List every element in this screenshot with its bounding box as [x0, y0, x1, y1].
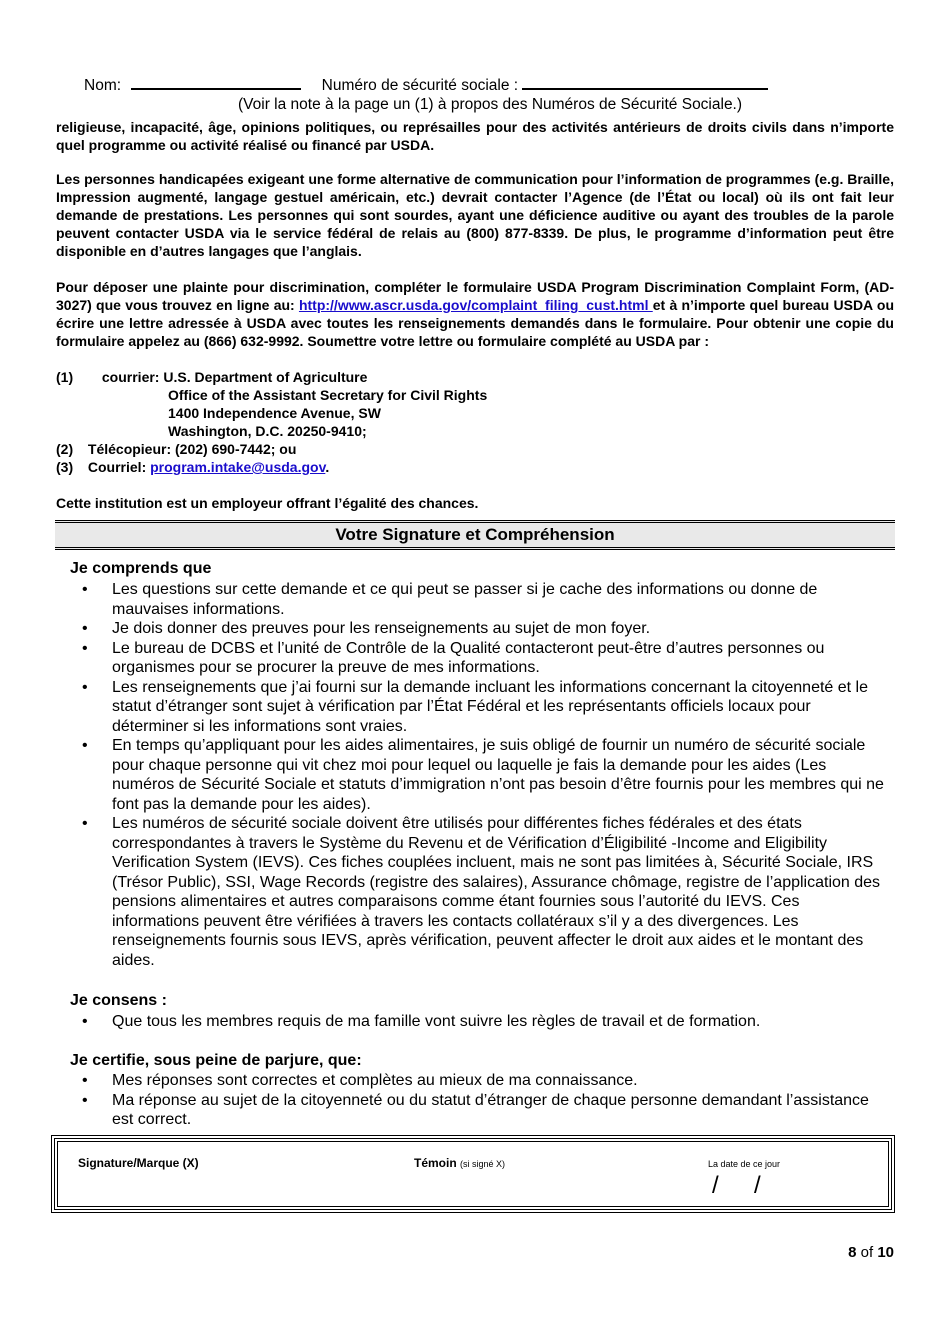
list-item: • Les renseignements que j’ai fourni sur la demande incluant les informations concernant la citoyenneté et le statut d’étranger sont sujet à vérification par l’État Fédéral et les représentants officiels locaux pour déterminer si les informations sont vraies. [82, 678, 868, 735]
ssn-label: Numéro de sécurité sociale : [321, 77, 519, 94]
page-current: 8 [848, 1244, 857, 1261]
mail-row [56, 368, 367, 386]
certify-heading: Je certifie, sous peine de parjure, que: [70, 1052, 362, 1069]
bullet-icon: • [82, 737, 88, 754]
list-item: • Les numéros de sécurité sociale doivent être utilisés pour différentes fiches fédérales et des états correspondantes à travers le Système du Revenu et de Vérification d’Éligibilité -Income and Eligibility Verification System (IEVS). Ces fiches couplées incluent, mais ne sont pas limitées à, Sécurité Sociale, IRS (Trésor Public), SSI, Wage Records (registre des salaires), Assurance chômage, registre de l’application des pensions alimentaires et autres comparaisons comme étant fournies sous l’autorité du IEVS. Ces informations peuvent être vérifiées à travers les contacts collatéraux s’il y a des divergences. Les renseignements fournis sous IEVS, après vérification, peuvent affecter le droit aux aides et le montant des aides. [82, 815, 881, 969]
list-item: • Le bureau de DCBS et l’unité de Contrôle de la Qualité contacteront peut-être d’autres personnes ou organismes pour se procurer la preuve de mes informations. [82, 639, 825, 676]
witness-label-wrap [414, 1156, 505, 1170]
email-end: . [325, 459, 330, 475]
address-line-3: Washington, D.C. 20250-9410; [168, 423, 367, 439]
fax-text: Télécopieur: (202) 690-7442; ou [87, 441, 297, 457]
bullet-icon: • [82, 1013, 88, 1030]
list-item: • Les questions sur cette demande et ce qui peut se passer si je cache des informations ou donne de mauvaises informations. [82, 581, 818, 618]
mail-num: (1) [56, 369, 74, 385]
nondiscrimination-para-1: religieuse, incapacité, âge, opinions politiques, ou représailles pour des activités antérieurs de droits civils dans n’importe quel programme ou activité réalisé ou financé par USDA. [56, 119, 894, 153]
date-separator-1: / [712, 1172, 719, 1199]
page-of: of [860, 1244, 874, 1261]
list-item: • Mes réponses sont correctes et complètes au mieux de ma connaissance. [82, 1072, 638, 1089]
complaint-para [56, 278, 894, 350]
address-line-2: 1400 Independence Avenue, SW [168, 405, 381, 421]
fax-num: (2) [56, 441, 74, 457]
employer-statement: Cette institution est un employeur offrant l’égalité des chances. [56, 495, 479, 511]
understand-list [80, 580, 890, 970]
section-title: Votre Signature et Compréhension [55, 520, 895, 550]
consent-heading: Je consens : [70, 992, 167, 1009]
list-item: • Je dois donner des preuves pour les renseignements au sujet de mon foyer. [82, 620, 651, 637]
form-header [84, 74, 768, 95]
ssn-field[interactable] [522, 74, 768, 90]
signature-box [54, 1138, 892, 1210]
fax-row [56, 440, 296, 458]
complaint-form-link[interactable]: http://www.ascr.usda.gov/complaint_filing_cust.html [298, 297, 653, 313]
witness-note: (si signé X) [460, 1159, 506, 1169]
email-link[interactable]: program.intake@usda.gov [150, 459, 326, 475]
ssn-note: (Voir la note à la page un (1) à propos des Numéros de Sécurité Sociale.) [238, 96, 743, 113]
bullet-icon: • [82, 620, 88, 637]
email-num: (3) [56, 459, 74, 475]
bullet-icon: • [82, 1072, 88, 1089]
nondiscrimination-para-2: Les personnes handicapées exigeant une forme alternative de communication pour l’information de programmes (e.g. Braille, Impression augmenté, langage gestuel américain, etc.) devrait contacter l’Agence (de l’État ou local) où ils ont fait leur demande de prestations. Les personnes qui sont sourdes, ayant une déficience auditive ou ayant des troubles de la parole peuvent contacter USDA via le service fédéral de relais au (800) 877-8339. De plus, le programme d’information peut être disponible en d’autres langages que l’anglais. [56, 171, 894, 259]
date-field[interactable] [698, 1172, 878, 1202]
date-label: La date de ce jour [708, 1159, 781, 1169]
list-item: • En temps qu’appliquant pour les aides alimentaires, je suis obligé de fournir un numéro de sécurité sociale pour chaque personne qui vit chez moi pour lequel ou laquelle je fais la demande pour les aides (Les numéros de Sécurité Sociale et statuts d’immigration n’ont pas besoin d’être fournis pour les membres qui ne font pas la demande pour les aides). [82, 737, 884, 813]
bullet-icon: • [82, 1091, 88, 1109]
address-line-1: Office of the Assistant Secretary for Civil Rights [168, 387, 488, 403]
list-item: • Que tous les membres requis de ma famille vont suivre les règles de travail et de formation. [82, 1013, 761, 1030]
name-label: Nom: [84, 77, 122, 94]
understand-heading: Je comprends que [70, 560, 212, 577]
bullet-icon: • [82, 815, 88, 832]
consent-list [80, 1012, 890, 1032]
name-field[interactable] [131, 74, 301, 90]
complaint-text-1: Pour déposer une plainte pour discrimination, compléter le formulaire USDA Program Discrimination Complaint Form, (AD-3027) que vous trouvez en ligne au: [56, 279, 894, 313]
bullet-icon: • [82, 678, 88, 696]
bullet-icon: • [82, 581, 88, 598]
mail-label: courrier: U.S. Department of Agriculture [101, 369, 368, 385]
list-item: • Ma réponse au sujet de la citoyenneté ou du statut d’étranger de chaque personne demandant l’assistance est correct. [82, 1091, 869, 1128]
page-total: 10 [877, 1244, 894, 1261]
witness-label: Témoin [414, 1156, 457, 1170]
signature-field[interactable] [76, 1174, 376, 1204]
certify-list [80, 1071, 890, 1130]
witness-field[interactable] [412, 1174, 692, 1204]
date-separator-2: / [754, 1172, 761, 1199]
page-number [848, 1244, 894, 1261]
signature-label: Signature/Marque (X) [78, 1156, 199, 1170]
email-label: Courriel: [87, 459, 151, 475]
complaint-text-2: et à n’importe quel bureau USDA ou écrire une lettre adressée à USDA avec toutes les renseignements demandés dans le formulaire. Pour obtenir une copie du formulaire appelez au (866) 632-9992. Soumettre votre lettre ou formulaire complété au USDA par : [56, 297, 894, 349]
email-row [56, 458, 329, 476]
bullet-icon: • [82, 639, 88, 657]
